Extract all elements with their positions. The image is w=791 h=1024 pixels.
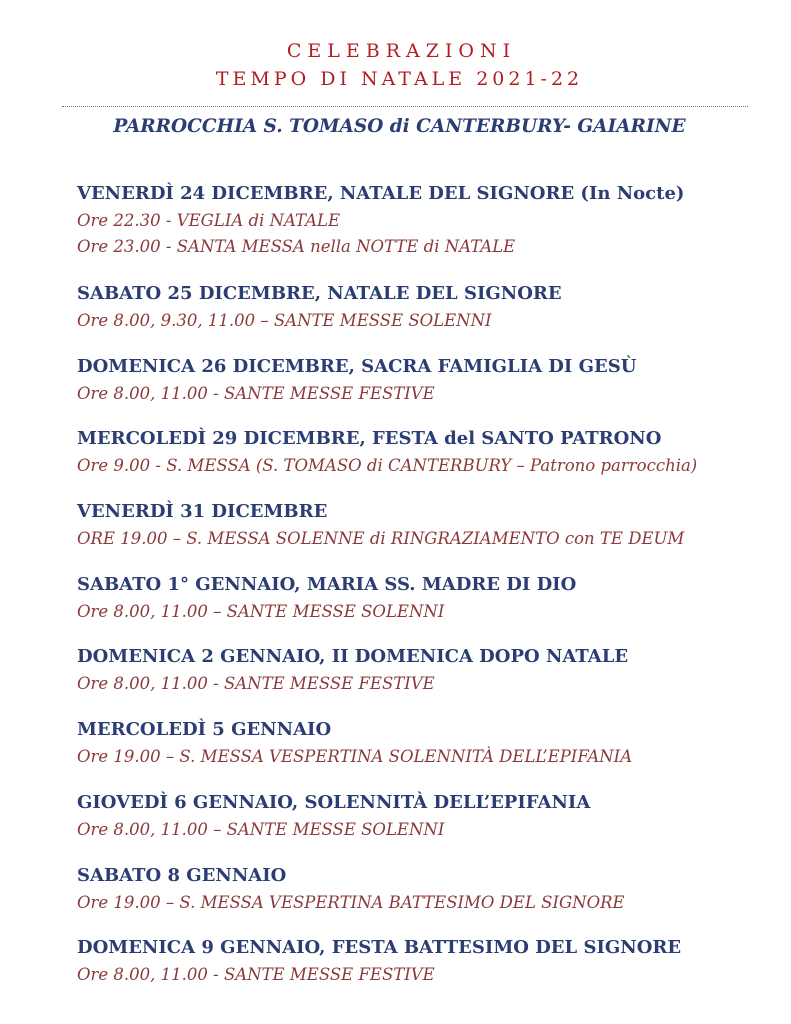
event-time-line: Ore 19.00 – S. MESSA VESPERTINA BATTESIMO DEL SIGNORE: [77, 892, 625, 912]
event-heading: VENERDÌ 24 DICEMBRE, NATALE DEL SIGNORE (In Nocte): [77, 183, 685, 204]
event-time-line: Ore 8.00, 11.00 - SANTE MESSE FESTIVE: [77, 674, 435, 694]
event-time-line: Ore 8.00, 11.00 - SANTE MESSE FESTIVE: [77, 965, 435, 985]
event-time-line: Ore 8.00, 11.00 – SANTE MESSE SOLENNI: [77, 819, 445, 839]
event-heading: MERCOLEDÌ 29 DICEMBRE, FESTA del SANTO PATRONO: [77, 428, 662, 450]
event-item: [77, 353, 777, 426]
event-item: [77, 643, 777, 716]
event-heading: SABATO 8 GENNAIO: [77, 864, 287, 886]
event-item: [77, 498, 777, 571]
event-time-line: Ore 23.00 - SANTA MESSA nella NOTTE di NATALE: [77, 237, 516, 256]
events-list: [77, 180, 777, 1007]
event-heading: DOMENICA 2 GENNAIO, II DOMENICA DOPO NATALE: [77, 646, 629, 668]
event-item: [77, 571, 777, 644]
event-time-line: Ore 8.00, 11.00 – SANTE MESSE SOLENNI: [77, 601, 445, 621]
title-line-1: CELEBRAZIONI: [286, 40, 517, 62]
event-item: [77, 789, 777, 862]
event-item: [77, 180, 777, 280]
event-heading: SABATO 25 DICEMBRE, NATALE DEL SIGNORE: [77, 283, 562, 304]
event-time-line: ORE 19.00 – S. MESSA SOLENNE di RINGRAZIAMENTO con TE DEUM: [77, 529, 685, 549]
event-time-line: Ore 8.00, 9.30, 11.00 – SANTE MESSE SOLENNI: [77, 311, 492, 330]
event-time-line: Ore 19.00 – S. MESSA VESPERTINA SOLENNITÀ DELL’EPIFANIA: [77, 747, 633, 767]
event-time-line: Ore 22.30 - VEGLIA di NATALE: [77, 211, 341, 230]
event-heading: MERCOLEDÌ 5 GENNAIO: [77, 719, 332, 741]
event-heading: DOMENICA 26 DICEMBRE, SACRA FAMIGLIA DI GESÙ: [77, 355, 637, 377]
event-heading: SABATO 1° GENNAIO, MARIA SS. MADRE DI DIO: [77, 573, 577, 595]
event-time-line: Ore 9.00 - S. MESSA (S. TOMASO di CANTERBURY – Patrono parrocchia): [77, 456, 698, 476]
event-heading: GIOVEDÌ 6 GENNAIO, SOLENNITÀ DELL’EPIFANIA: [77, 791, 591, 813]
title-line-2: TEMPO DI NATALE 2021-22: [215, 68, 584, 90]
event-item: [77, 934, 777, 1007]
dotted-divider: [62, 106, 748, 107]
event-heading: VENERDÌ 31 DICEMBRE: [77, 501, 328, 523]
event-item: [77, 862, 777, 935]
event-item: [77, 425, 777, 498]
parish-name: PARROCCHIA S. TOMASO di CANTERBURY- GAIARINE: [113, 116, 686, 137]
event-item: [77, 280, 777, 353]
event-time-line: Ore 8.00, 11.00 - SANTE MESSE FESTIVE: [77, 383, 435, 403]
event-item: [77, 716, 777, 789]
event-heading: DOMENICA 9 GENNAIO, FESTA BATTESIMO DEL SIGNORE: [77, 937, 682, 959]
